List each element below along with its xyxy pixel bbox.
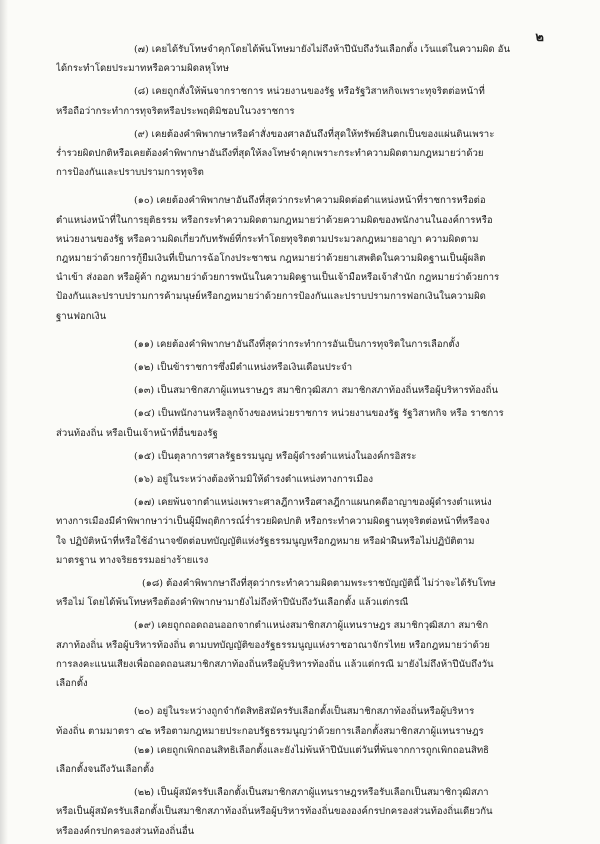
text-line: (๑๖) อยู่ในระหว่างต้องห้ามมิให้ดำรงตำแหน่งทางการเมือง (134, 474, 374, 486)
text-line: หรือเป็นผู้สมัครรับเลือกตั้งเป็นสมาชิกสภาท้องถิ่นหรือผู้บริหารท้องถิ่นขององค์กรปกครองส่วนท้องถิ่นเดียวกัน (56, 806, 493, 818)
text-line: หรือถือว่ากระทำการทุจริตหรือประพฤติมิชอบในวงราชการ (56, 105, 295, 117)
text-line: (๑๗) เคยพ้นจากตำแหน่งเพราะศาลฎีกาหรือศาลฎีกาแผนกคดีอาญาของผู้ดำรงตำแหน่ง (134, 497, 492, 509)
text-line: (๑๒) เป็นข้าราชการซึ่งมีตำแหน่งหรือเงินเดือนประจำ (134, 362, 353, 374)
text-line: นำเข้า ส่งออก หรือผู้ค้า กฎหมายว่าด้วยการพนันในความผิดฐานเป็นเจ้ามือหรือเจ้าสำนัก กฎหมายว่าด้วยการ (56, 272, 500, 284)
text-line: (๑๕) เป็นตุลาการศาลรัฐธรรมนูญ หรือผู้ดำรงตำแหน่งในองค์กรอิสระ (134, 450, 417, 462)
text-line: (๒๑) เคยถูกเพิกถอนสิทธิเลือกตั้งและยังไม่พ้นห้าปีนับแต่วันที่พ้นจากการถูกเพิกถอนสิทธิ (134, 744, 490, 756)
text-line: ร่ำรวยผิดปกติหรือเคยต้องคำพิพากษาอันถึงที่สุดให้ลงโทษจำคุกเพราะกระทำความผิดตามกฎหมายว่าด้วย (56, 148, 484, 160)
text-line: การป้องกันและปราบปรามการทุจริต (56, 167, 204, 179)
text-line: ท้องถิ่น ตามมาตรา ๔๒ หรือตามกฎหมายประกอบรัฐธรรมนูญว่าด้วยการเลือกตั้งสมาชิกสภาผู้แทนราษฎร (56, 725, 484, 737)
text-line: ป้องกันและปราบปรามการค้ามนุษย์หรือกฎหมายว่าด้วยการป้องกันและปราบปรามการฟอกเงินในความผิด (56, 291, 486, 303)
text-line: หน่วยงานของรัฐ หรือความผิดเกี่ยวกับทรัพย์ที่กระทำโดยทุจริตตามประมวลกฎหมายอาญา ความผิดตาม (56, 233, 479, 245)
text-line: ส่วนท้องถิ่น หรือเป็นเจ้าหน้าที่อื่นของรัฐ (56, 427, 218, 439)
text-line: (๒๒) เป็นผู้สมัครรับเลือกตั้งเป็นสมาชิกสภาผู้แทนราษฎรหรือรับเลือกเป็นสมาชิกวุฒิสภา (134, 787, 489, 799)
text-line: (๘) เคยถูกสั่งให้พ้นจากราชการ หน่วยงานของรัฐ หรือรัฐวิสาหกิจเพราะทุจริตต่อหน้าที่ (134, 86, 485, 98)
text-line: กฎหมายว่าด้วยการกู้ยืมเงินที่เป็นการฉ้อโกงประชาชน กฎหมายว่าด้วยยาเสพติดในความผิดฐานเป็นผู้ผลิต (56, 253, 486, 265)
text-line: ตำแหน่งหน้าที่ในการยุติธรรม หรือกระทำความผิดตามกฎหมายว่าด้วยความผิดของพนักงานในองค์การหรือ (56, 214, 493, 226)
text-line: เลือกตั้งจนถึงวันเลือกตั้ง (56, 763, 154, 775)
text-line: (๗) เคยได้รับโทษจำคุกโดยได้พ้นโทษมายังไม่ถึงห้าปีนับถึงวันเลือกตั้ง เว้นแต่ในความผิด อัน (134, 44, 511, 55)
text-line: (๒๐) อยู่ในระหว่างถูกจำกัดสิทธิสมัครรับเลือกตั้งเป็นสมาชิกสภาท้องถิ่นหรือผู้บริหาร (134, 706, 475, 718)
document-body (56, 40, 558, 841)
text-line: (๑๙) เคยถูกถอดถอนออกจากตำแหน่งสมาชิกสภาผู้แทนราษฎร สมาชิกวุฒิสภา สมาชิก (134, 620, 489, 632)
text-line: ฐานฟอกเงิน (56, 310, 107, 322)
text-line: (๙) เคยต้องคำพิพากษาหรือคำสั่งของศาลอันถึงที่สุดให้ทรัพย์สินตกเป็นของแผ่นดินเพราะ (134, 128, 495, 140)
text-line: หรือองค์กรปกครองส่วนท้องถิ่นอื่น (56, 825, 195, 837)
text-line: เลือกตั้ง (56, 678, 88, 690)
text-line: ได้กระทำโดยประมาทหรือความผิดลหุโทษ (56, 63, 229, 75)
text-line: สภาท้องถิ่น หรือผู้บริหารท้องถิ่น ตามบทบัญญัติของรัฐธรรมนูญแห่งราชอาณาจักรไทย หรือกฎหมายว่าด้วย (56, 639, 490, 651)
text-line: ทางการเมืองมีคำพิพากษาว่าเป็นผู้มีพฤติการณ์ร่ำรวยผิดปกติ หรือกระทำความผิดฐานทุจริตต่อหน้าที่หรือจง (56, 516, 490, 528)
text-line: การลงคะแนนเสียงเพื่อถอดถอนสมาชิกสภาท้องถิ่นหรือผู้บริหารท้องถิ่น แล้วแต่กรณี มายังไม่ถึงห้าปีนับถึงวัน (56, 658, 494, 670)
text-line: (๑๑) เคยต้องคำพิพากษาอันถึงที่สุดว่ากระทำการอันเป็นการทุจริตในการเลือกตั้ง (134, 338, 460, 350)
text-line: (๑๘) ต้องคำพิพากษาถึงที่สุดว่ากระทำความผิดตามพระราชบัญญัตินี้ ไม่ว่าจะได้รับโทษ (142, 578, 496, 590)
text-line: ใจ ปฏิบัติหน้าที่หรือใช้อำนาจขัดต่อบทบัญญัติแห่งรัฐธรรมนูญหรือกฎหมาย หรือฝ่าฝืนหรือไม่ปฏิบัติตาม (56, 535, 475, 547)
scan-edge-shadow (0, 0, 8, 844)
text-line: (๑๓) เป็นสมาชิกสภาผู้แทนราษฎร สมาชิกวุฒิสภา สมาชิกสภาท้องถิ่นหรือผู้บริหารท้องถิ่น (134, 385, 499, 397)
text-line: (๑๔) เป็นพนักงานหรือลูกจ้างของหน่วยราชการ หน่วยงานของรัฐ รัฐวิสาหกิจ หรือ ราชการ (134, 408, 504, 420)
text-line: มาตรฐาน ทางจริยธรรมอย่างร้ายแรง (56, 554, 209, 566)
text-line: (๑๐) เคยต้องคำพิพากษาอันถึงที่สุดว่ากระทำความผิดต่อตำแหน่งหน้าที่ราชการหรือต่อ (134, 195, 486, 207)
text-line: หรือไม่ โดยได้พ้นโทษหรือต้องคำพิพากษามายังไม่ถึงห้าปีนับถึงวันเลือกตั้ง แล้วแต่กรณี (56, 597, 409, 609)
page-number: ๒ (535, 30, 544, 45)
